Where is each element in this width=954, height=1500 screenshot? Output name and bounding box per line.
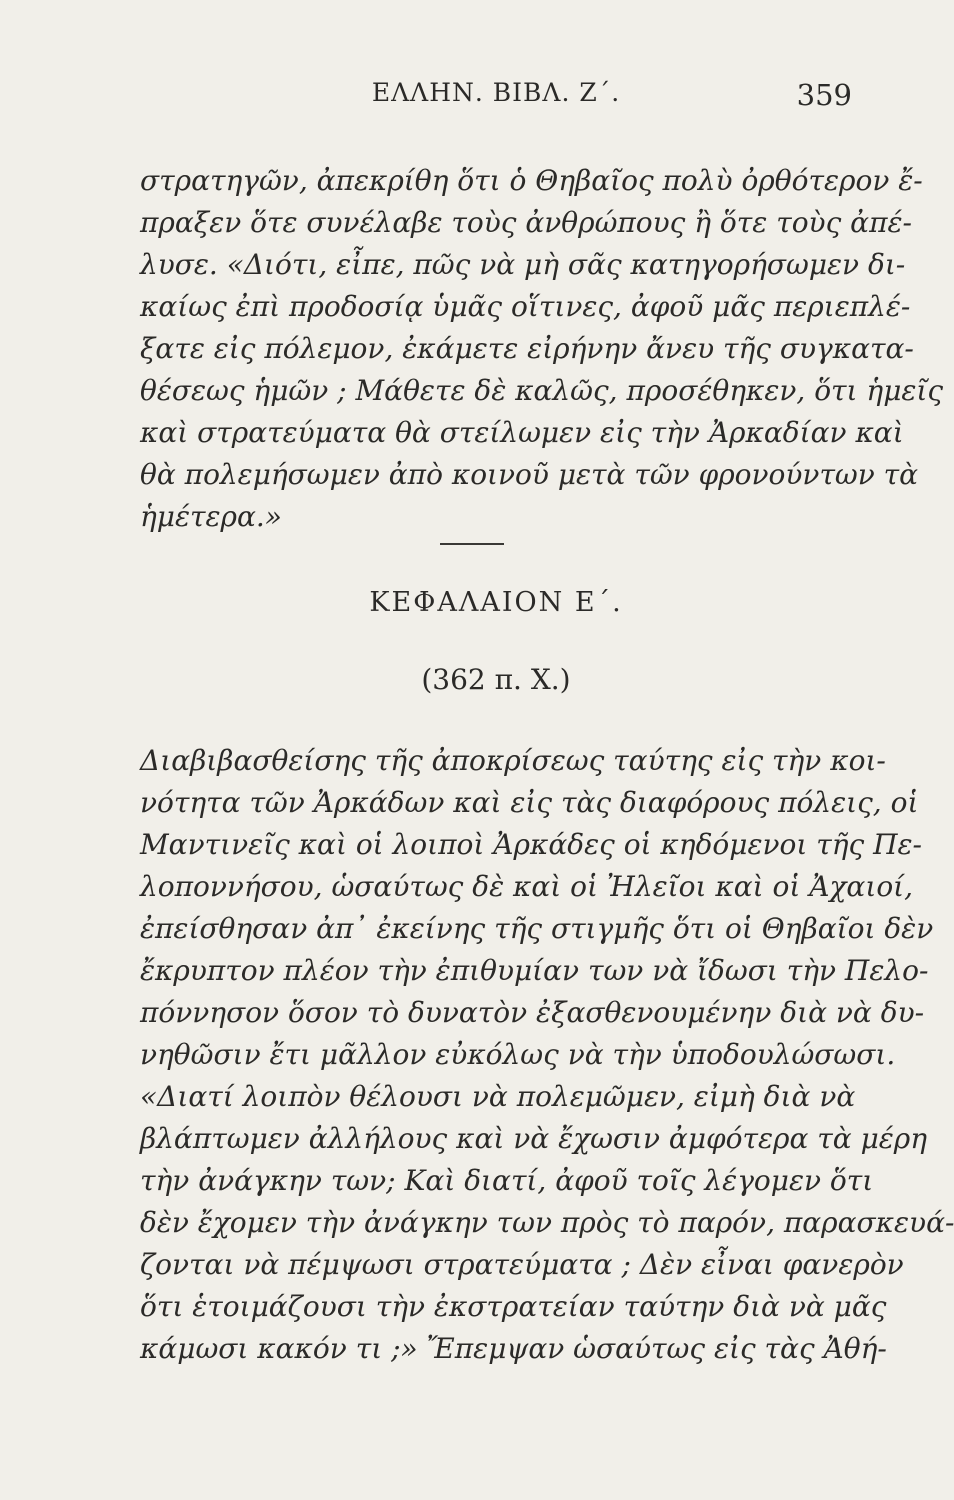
text-line: θέσεως ἡμῶν ; Μάθετε δὲ καλῶς, προσέθηκεν, ὅτι ἡμεῖς: [140, 374, 944, 407]
paragraph-continued: [140, 160, 944, 538]
text-line: ξατε εἰς πόλεμον, ἐκάμετε εἰρήνην ἄνευ τῆς συγκατα-: [140, 332, 914, 365]
text-line: Μαντινεῖς καὶ οἱ λοιποὶ Ἀρκάδες οἱ κηδόμενοι τῆς Πε-: [140, 828, 923, 861]
running-head: ΕΛΛΗΝ. ΒΙΒΛ. Ζ΄.: [371, 78, 621, 107]
text-line: πραξεν ὅτε συνέλαβε τοὺς ἀνθρώπους ἢ ὅτε τοὺς ἀπέ-: [140, 206, 912, 239]
text-line: Διαβιβασθείσης τῆς ἀποκρίσεως ταύτης εἰς τὴν κοι-: [140, 744, 886, 777]
text-line: ἔκρυπτον πλέον τὴν ἐπιθυμίαν των νὰ ἴδωσι τὴν Πελο-: [140, 954, 929, 987]
text-line: πόννησον ὅσον τὸ δυνατὸν ἐξασθενουμένην διὰ νὰ δυ-: [140, 996, 925, 1029]
page-number: 359: [796, 78, 852, 112]
chapter-paragraph: [140, 740, 954, 1370]
text-line: λυσε. «Διότι, εἶπε, πῶς νὰ μὴ σᾶς κατηγορήσωμεν δι-: [140, 248, 906, 281]
chapter-title: ΚΕΦΑΛΑΙΟΝ Ε΄.: [369, 587, 623, 618]
text-line: κάμωσι κακόν τι ;» Ἔπεμψαν ὡσαύτως εἰς τὰς Ἀθή-: [140, 1332, 887, 1365]
chapter-date: (362 π. Χ.): [421, 663, 571, 696]
text-line: στρατηγῶν, ἀπεκρίθη ὅτι ὁ Θηβαῖος πολὺ ὀρθότερον ἔ-: [140, 164, 923, 197]
text-line: ἐπείσθησαν ἀπ᾽ ἐκείνης τῆς στιγμῆς ὅτι οἱ Θηβαῖοι δὲν: [140, 912, 934, 945]
text-line: ὅτι ἑτοιμάζουσι τὴν ἐκστρατείαν ταύτην διὰ νὰ μᾶς: [140, 1290, 887, 1323]
text-line: καίως ἐπὶ προδοσίᾳ ὑμᾶς οἵτινες, ἀφοῦ μᾶς περιεπλέ-: [140, 290, 911, 323]
text-line: ζονται νὰ πέμψωσι στρατεύματα ; Δὲν εἶναι φανερὸν: [140, 1248, 904, 1281]
text-line: νηθῶσιν ἔτι μᾶλλον εὐκόλως νὰ τὴν ὑποδουλώσωσι.: [140, 1038, 896, 1071]
text-line: τὴν ἀνάγκην των; Καὶ διατί, ἀφοῦ τοῖς λέγομεν ὅτι: [140, 1164, 874, 1197]
page-header: [140, 78, 852, 118]
text-line: «Διατί λοιπὸν θέλουσι νὰ πολεμῶμεν, εἰμὴ διὰ νὰ: [140, 1080, 856, 1113]
text-line: νότητα τῶν Ἀρκάδων καὶ εἰς τὰς διαφόρους πόλεις, οἱ: [140, 786, 919, 819]
text-line: βλάπτωμεν ἀλλήλους καὶ νὰ ἔχωσιν ἀμφότερα τὰ μέρη: [140, 1122, 928, 1155]
section-divider: [440, 543, 504, 545]
text-line: καὶ στρατεύματα θὰ στείλωμεν εἰς τὴν Ἀρκαδίαν καὶ: [140, 416, 904, 449]
text-line: λοποννήσου, ὡσαύτως δὲ καὶ οἱ Ἠλεῖοι καὶ οἱ Ἀχαιοί,: [140, 870, 914, 903]
text-line: θὰ πολεμήσωμεν ἀπὸ κοινοῦ μετὰ τῶν φρονούντων τὰ: [140, 458, 919, 491]
text-line: ἡμέτερα.»: [140, 500, 282, 533]
text-line: δὲν ἔχομεν τὴν ἀνάγκην των πρὸς τὸ παρόν, παρασκευά-: [140, 1206, 954, 1239]
